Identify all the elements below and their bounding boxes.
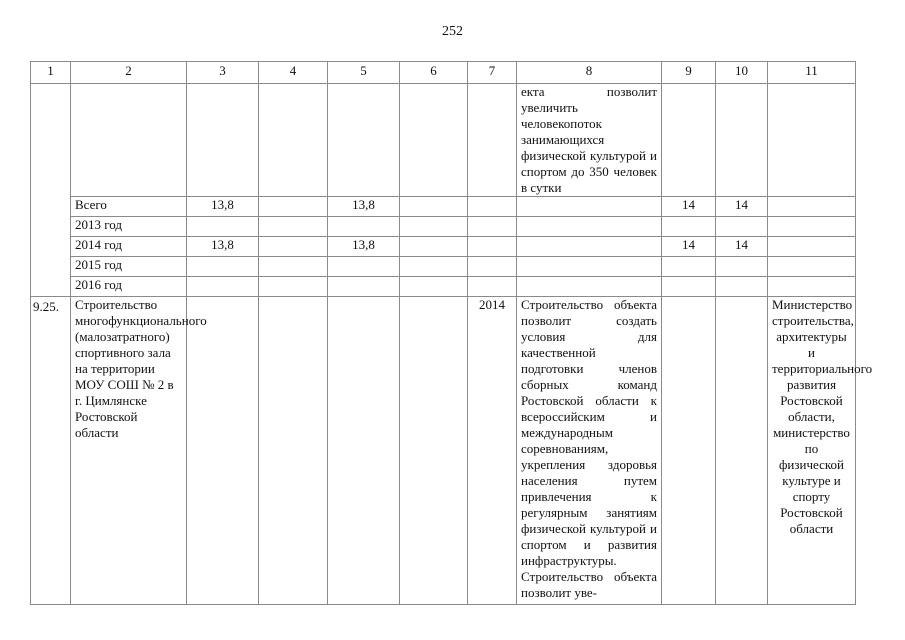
table-cell [768, 84, 856, 197]
table-cell [259, 84, 328, 197]
value-cell [187, 217, 259, 237]
table-cell [400, 277, 468, 297]
continued-row [31, 84, 856, 197]
table-cell [259, 197, 328, 217]
table-cell [400, 217, 468, 237]
table-cell [259, 237, 328, 257]
item-description-part-1: Строительство объекта позволит создать условия для качественной подготовки членов сборных команд Ростовской области к всероссийским и международным соревнованиям, укрепления здоровья населения путем привлечения к регулярным занятиям физической культурой и спортом и развития инфраструктуры. [521, 297, 657, 568]
table-cell [517, 277, 662, 297]
row-label: 2013 год [71, 217, 187, 237]
continued-description: екта позволит увеличить человекопоток занимающихся физической культурой и спортом до 350 человек в сутки [517, 84, 662, 197]
value-cell [187, 257, 259, 277]
table-cell [662, 84, 716, 197]
table-cell [768, 197, 856, 217]
column-header: 5 [328, 62, 400, 84]
value-cell [716, 277, 768, 297]
value-cell [662, 257, 716, 277]
value-cell [328, 257, 400, 277]
item-number-cell-blank [31, 84, 71, 297]
column-header: 6 [400, 62, 468, 84]
value-cell: 14 [662, 197, 716, 217]
table-cell [328, 84, 400, 197]
column-header: 7 [468, 62, 517, 84]
value-cell [662, 277, 716, 297]
item-name: Строительство многофункционального (малозатратного) спортивного зала на территории МОУ СОШ № 2 в г. Цимлянске Ростовской области [71, 297, 187, 605]
value-cell: 14 [662, 237, 716, 257]
table-cell [517, 217, 662, 237]
column-header: 2 [71, 62, 187, 84]
table-cell [328, 297, 400, 605]
table-cell [468, 237, 517, 257]
table-cell [716, 297, 768, 605]
table-cell [517, 197, 662, 217]
value-cell [716, 217, 768, 237]
item-row [31, 297, 856, 605]
table-cell [768, 257, 856, 277]
page-number: 252 [442, 24, 463, 39]
table-cell [400, 237, 468, 257]
value-cell: 13,8 [187, 197, 259, 217]
item-description-part-2: Строительство объекта позволит уве- [521, 569, 657, 600]
column-header: 11 [768, 62, 856, 84]
row-label: 2015 год [71, 257, 187, 277]
column-header: 1 [31, 62, 71, 84]
table-cell [468, 197, 517, 217]
table-row-year [31, 257, 856, 277]
table-cell [517, 237, 662, 257]
row-label: Всего [71, 197, 187, 217]
table-cell [468, 277, 517, 297]
table-cell [468, 257, 517, 277]
value-cell [328, 277, 400, 297]
column-header: 4 [259, 62, 328, 84]
table-row-year [31, 237, 856, 257]
value-cell [328, 217, 400, 237]
table-cell [259, 297, 328, 605]
table-cell [400, 197, 468, 217]
column-header: 10 [716, 62, 768, 84]
value-cell [716, 257, 768, 277]
value-cell: 13,8 [187, 237, 259, 257]
table-cell [259, 217, 328, 237]
table-cell [259, 257, 328, 277]
table-cell [768, 277, 856, 297]
column-header: 9 [662, 62, 716, 84]
table-cell [400, 84, 468, 197]
table-cell [468, 217, 517, 237]
table-cell [187, 84, 259, 197]
table-row-total [31, 197, 856, 217]
item-number: 9.25. [31, 297, 71, 605]
table-cell [187, 297, 259, 605]
column-header: 3 [187, 62, 259, 84]
item-description [517, 297, 662, 605]
value-cell: 13,8 [328, 237, 400, 257]
table-cell [716, 84, 768, 197]
item-responsible: Министерство строительства, архитектуры и территориального развития Ростовской области, министерство по физической культуре и спорту Ростовской области [768, 297, 856, 605]
table-cell [662, 297, 716, 605]
program-table [30, 61, 873, 605]
value-cell: 13,8 [328, 197, 400, 217]
table-cell [71, 84, 187, 197]
table-cell [517, 257, 662, 277]
column-header: 8 [517, 62, 662, 84]
table-cell [259, 277, 328, 297]
value-cell: 14 [716, 197, 768, 217]
table-cell [400, 257, 468, 277]
table-cell [400, 297, 468, 605]
item-year: 2014 [468, 297, 517, 605]
row-label: 2016 год [71, 277, 187, 297]
table-row-year [31, 217, 856, 237]
value-cell [187, 277, 259, 297]
value-cell: 14 [716, 237, 768, 257]
table-row-year [31, 277, 856, 297]
table-cell [468, 84, 517, 197]
table-cell [768, 217, 856, 237]
value-cell [662, 217, 716, 237]
row-label: 2014 год [71, 237, 187, 257]
column-header-row [31, 62, 856, 84]
table-cell [768, 237, 856, 257]
